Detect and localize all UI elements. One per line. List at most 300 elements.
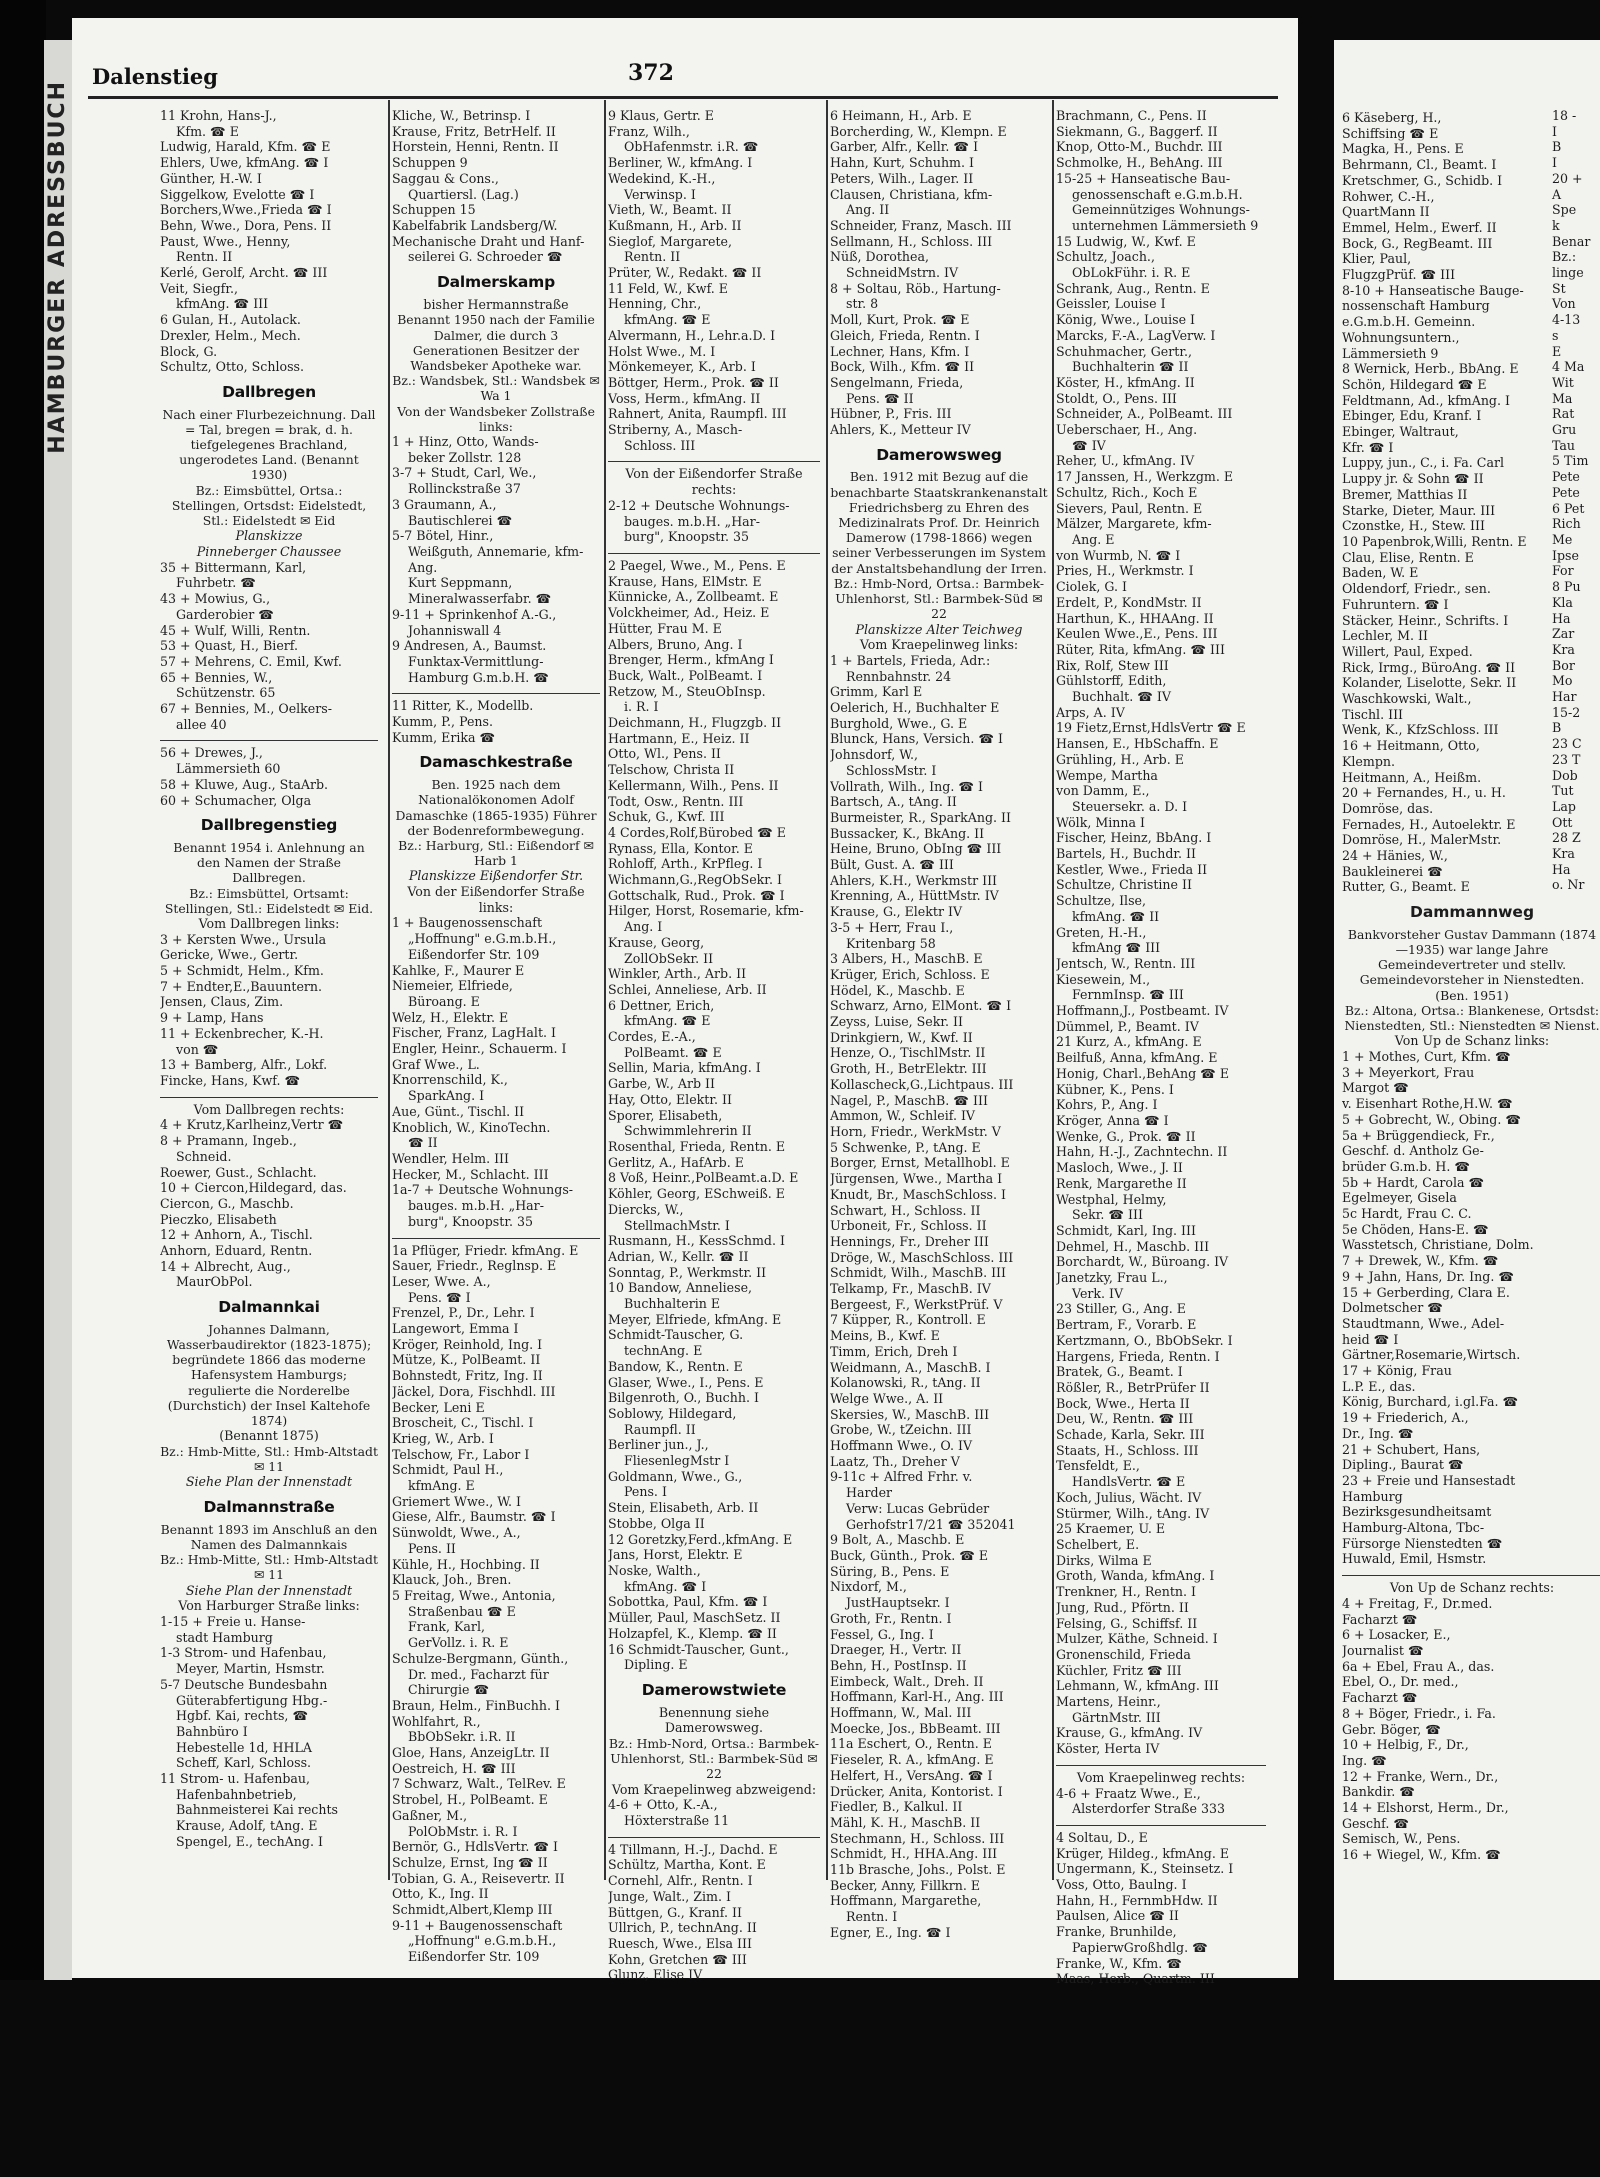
resident-entry: Jürgensen, Wwe., Martha I bbox=[830, 1171, 1003, 1187]
resident-entry: 13 + Bamberg, Alfr., Lokf. bbox=[160, 1057, 328, 1073]
street-heading: Dammannweg bbox=[1409, 903, 1535, 922]
resident-entry: 15 + Gerberding, Clara E. bbox=[1342, 1284, 1510, 1300]
direction-note: Vom Kraepelinweg rechts: bbox=[1076, 1769, 1246, 1785]
resident-entry: Bratek, G., Beamt. I bbox=[1056, 1364, 1183, 1380]
resident-entry: 23 Stiller, G., Ang. E bbox=[1056, 1301, 1186, 1317]
resident-entry: Raumpfl. II bbox=[624, 1421, 696, 1437]
resident-entry: Harder bbox=[846, 1485, 893, 1501]
resident-entry: Steuersekr. a. D. I bbox=[1072, 798, 1188, 814]
resident-entry: 1a Pflüger, Friedr. kfmAng. E bbox=[392, 1242, 579, 1258]
direction-note: bisher Hermannstraße bbox=[423, 296, 569, 312]
resident-entry: Schuhmacher, Gertr., bbox=[1056, 343, 1192, 359]
resident-entry: Verwinsp. I bbox=[624, 186, 696, 202]
resident-entry: I bbox=[1552, 155, 1557, 171]
resident-entry: Franke, W., Kfm. ☎ bbox=[1056, 1955, 1182, 1971]
resident-entry: Krenning, A., HüttMstr. IV bbox=[830, 888, 999, 904]
direction-note: Von Up de Schanz links: bbox=[1394, 1033, 1550, 1049]
resident-entry: Beilfuß, Anna, kfmAng. E bbox=[1056, 1050, 1218, 1066]
resident-entry: Tut bbox=[1552, 783, 1574, 799]
resident-entry: 17 + König, Frau bbox=[1342, 1363, 1452, 1379]
resident-entry: Bernör, G., HdlsVertr. ☎ I bbox=[392, 1839, 558, 1855]
resident-entry: Ebel, O., Dr. med., bbox=[1342, 1674, 1459, 1690]
resident-entry: Telschow, Fr., Labor I bbox=[392, 1446, 530, 1462]
resident-entry: Hay, Otto, Elektr. II bbox=[608, 1091, 732, 1107]
resident-entry: Westphal, Helmy, bbox=[1056, 1191, 1167, 1207]
street-heading: Dalmannkai bbox=[218, 1298, 320, 1317]
resident-entry: 4-13 bbox=[1552, 312, 1581, 328]
resident-entry: Fernades, H., Autoelektr. E bbox=[1342, 816, 1516, 832]
resident-entry: Kla bbox=[1552, 594, 1573, 610]
resident-entry: Johnsdorf, W., bbox=[830, 747, 918, 763]
resident-entry: Stäcker, Heinr., Schrifts. I bbox=[1342, 612, 1509, 628]
resident-entry: Pete bbox=[1552, 469, 1580, 485]
resident-entry: Büttgen, G., Kranf. II bbox=[608, 1904, 742, 1920]
resident-entry: Rohloff, Arth., KrPfleg. I bbox=[608, 856, 763, 872]
column-5 bbox=[1056, 108, 1266, 1987]
resident-entry: Pens. I bbox=[624, 1484, 667, 1500]
street-heading: Damerowsweg bbox=[876, 445, 1002, 464]
resident-entry: Schuppen 15 bbox=[392, 202, 476, 218]
resident-entry: Clau, Elise, Rentn. E bbox=[1342, 549, 1474, 565]
resident-entry: Zar bbox=[1552, 626, 1575, 642]
resident-entry: Schultz, Joach., bbox=[1056, 249, 1155, 265]
direction-note: (Benannt 1875) bbox=[219, 1428, 319, 1444]
resident-entry: GärtnMstr. III bbox=[1072, 1709, 1161, 1725]
resident-entry: 23 T bbox=[1552, 751, 1581, 767]
resident-entry: Sellin, Maria, kfmAng. I bbox=[608, 1060, 761, 1076]
resident-entry: Fischer, Franz, LagHalt. I bbox=[392, 1025, 557, 1041]
resident-entry: 8 + Böger, Friedr., i. Fa. bbox=[1342, 1705, 1496, 1721]
resident-entry: Mähl, K. H., MaschB. II bbox=[830, 1814, 981, 1830]
resident-entry: Holst Wwe., M. I bbox=[608, 343, 716, 359]
resident-entry: Arps, A. IV bbox=[1056, 704, 1125, 720]
resident-entry: Strobel, H., PolBeamt. E bbox=[392, 1792, 548, 1808]
resident-entry: Skersies, W., MaschB. III bbox=[830, 1406, 990, 1422]
resident-entry: o. Nr bbox=[1552, 877, 1585, 893]
resident-entry: Margot ☎ bbox=[1342, 1080, 1409, 1096]
resident-entry: Bock, Wilh., Kfm. ☎ II bbox=[830, 359, 975, 375]
resident-entry: Von bbox=[1552, 296, 1576, 312]
resident-entry: Schmidt, Wilh., MaschB. III bbox=[830, 1265, 1007, 1281]
resident-entry: Cornehl, Alfr., Rentn. I bbox=[608, 1873, 753, 1889]
resident-entry: Schuk, G., Kwf. III bbox=[608, 809, 725, 825]
resident-entry: Magka, H., Pens. E bbox=[1342, 141, 1464, 157]
resident-entry: Nixdorf, M., bbox=[830, 1579, 907, 1595]
resident-entry: Tau bbox=[1552, 437, 1576, 453]
resident-entry: Schön, Hildegard ☎ E bbox=[1342, 376, 1487, 392]
resident-entry: Cordes, E.-A., bbox=[608, 1029, 696, 1045]
street-description: Benannt 1954 i. Anlehnung an den Namen der Straße Dallbregen. bbox=[173, 839, 365, 886]
resident-entry: Ueberschaer, H., Ang. bbox=[1056, 422, 1198, 438]
resident-entry: Schmolke, H., BehAng. III bbox=[1056, 155, 1223, 171]
resident-entry: Veit, Siegfr., bbox=[160, 280, 238, 296]
resident-entry: 11a Eschert, O., Rentn. E bbox=[830, 1736, 992, 1752]
resident-entry: bauges. m.b.H. „Har- bbox=[624, 513, 760, 529]
resident-entry: Schneider, A., PolBeamt. III bbox=[1056, 406, 1233, 422]
resident-entry: Glunz, Elise IV bbox=[608, 1967, 703, 1983]
resident-entry: Hennings, Fr., Dreher III bbox=[830, 1233, 989, 1249]
resident-entry: Kiesewein, M., bbox=[1056, 971, 1151, 987]
resident-entry: Holzapfel, K., Klemp. ☎ II bbox=[608, 1625, 777, 1641]
resident-entry: Hoffmann, Margarethe, bbox=[830, 1893, 982, 1909]
resident-entry: König, Wwe., Louise I bbox=[1056, 312, 1196, 328]
resident-entry: Tensfeldt, E., bbox=[1056, 1458, 1140, 1474]
resident-entry: PolBeamt. ☎ E bbox=[624, 1044, 722, 1060]
resident-entry: Kohn, Gretchen ☎ III bbox=[608, 1951, 747, 1967]
resident-entry: Wohnungsuntern., bbox=[1342, 329, 1460, 345]
resident-entry: Rohwer, C.-H., bbox=[1342, 188, 1435, 204]
resident-entry: Schlei, Anneliese, Arb. II bbox=[608, 981, 767, 997]
resident-entry: Knudt, Br., MaschSchloss. I bbox=[830, 1186, 1006, 1202]
resident-entry: Kertzmann, O., BbObSekr. I bbox=[1056, 1332, 1233, 1348]
resident-entry: Kollascheck,G.,Lichtpaus. III bbox=[830, 1076, 1014, 1092]
resident-entry: 5 + Gobrecht, W., Obing. ☎ bbox=[1342, 1111, 1522, 1127]
resident-entry: Kabelfabrik Landsberg/W. bbox=[392, 217, 558, 233]
resident-entry: „Hoffnung" e.G.m.b.H., bbox=[408, 931, 557, 947]
resident-entry: Künnicke, A., Zollbeamt. E bbox=[608, 589, 779, 605]
resident-entry: Bussacker, K., BkAng. II bbox=[830, 825, 985, 841]
resident-entry: Gronenschild, Frieda bbox=[1056, 1646, 1191, 1662]
resident-entry: Brenger, Herm., kfmAng I bbox=[608, 652, 774, 668]
resident-entry: L.P. E., das. bbox=[1342, 1378, 1416, 1394]
resident-entry: 20 + Fernandes, H., u. H. bbox=[1342, 785, 1506, 801]
resident-entry: Gerhofstr17/21 ☎ 352041 bbox=[846, 1516, 1016, 1532]
resident-entry: Siekmann, G., Baggerf. II bbox=[1056, 123, 1218, 139]
resident-entry: Dehmel, H., Maschb. III bbox=[1056, 1238, 1210, 1254]
resident-entry: Gleich, Frieda, Rentn. I bbox=[830, 327, 980, 343]
resident-entry: Buchhalterin E bbox=[624, 1296, 721, 1312]
resident-entry: Fincke, Hans, Kwf. ☎ bbox=[160, 1072, 301, 1088]
resident-entry: linge bbox=[1552, 265, 1584, 281]
page-number: 372 bbox=[628, 60, 674, 86]
resident-entry: 35 + Bittermann, Karl, bbox=[160, 559, 307, 575]
resident-entry: Niemeier, Elfriede, bbox=[392, 978, 513, 994]
resident-entry: Lehmann, W., kfmAng. III bbox=[1056, 1678, 1219, 1694]
resident-entry: Johanniswall 4 bbox=[408, 622, 502, 638]
resident-entry: Küchler, Fritz ☎ III bbox=[1056, 1662, 1182, 1678]
resident-entry: Rick, Irmg., BüroAng. ☎ II bbox=[1342, 659, 1516, 675]
resident-entry: s bbox=[1552, 327, 1559, 343]
resident-entry: Mo bbox=[1552, 673, 1573, 689]
resident-entry: Aue, Günt., Tischl. II bbox=[392, 1103, 525, 1119]
resident-entry: 7 + Drewek, W., Kfm. ☎ bbox=[1342, 1253, 1499, 1269]
resident-entry: 5a + Brüggendieck, Fr., bbox=[1342, 1127, 1495, 1143]
resident-entry: Wendler, Helm. III bbox=[392, 1151, 510, 1166]
resident-entry: Rentn. II bbox=[176, 249, 233, 265]
resident-entry: Gottschalk, Rud., Prok. ☎ I bbox=[608, 887, 785, 903]
resident-entry: 7 Küpper, R., Kontroll. E bbox=[830, 1312, 986, 1328]
resident-entry: 16 + Heitmann, Otto, bbox=[1342, 738, 1480, 754]
resident-entry: St bbox=[1552, 280, 1566, 296]
resident-entry: Kfm. ☎ E bbox=[176, 123, 239, 139]
resident-entry: Maas, Herb., Quartm. III bbox=[1056, 1971, 1215, 1987]
resident-entry: Schade, Karla, Sekr. III bbox=[1056, 1427, 1205, 1443]
resident-entry: 3-5 + Herr, Frau I., bbox=[830, 919, 954, 935]
resident-entry: Ang. I bbox=[624, 919, 663, 935]
resident-entry: 3 + Kersten Wwe., Ursula bbox=[160, 931, 327, 947]
resident-entry: Ing. ☎ bbox=[1342, 1752, 1387, 1768]
resident-entry: ☎ IV bbox=[1072, 437, 1106, 453]
resident-entry: 8 + Soltau, Röb., Hartung- bbox=[830, 280, 1001, 296]
resident-entry: Kra bbox=[1552, 641, 1575, 657]
resident-entry: Lechler, M. II bbox=[1342, 628, 1428, 644]
resident-entry: 56 + Drewes, J., bbox=[160, 745, 263, 761]
resident-entry: 23 + Freie und Hansestadt bbox=[1342, 1472, 1516, 1488]
resident-entry: Hoffmann, Karl-H., Ang. III bbox=[830, 1689, 1004, 1705]
column-2 bbox=[392, 108, 600, 1965]
resident-entry: Gärtner,Rosemarie,Wirtsch. bbox=[1342, 1347, 1521, 1363]
resident-entry: Lechner, Hans, Kfm. I bbox=[830, 343, 970, 359]
column-4 bbox=[830, 108, 1048, 1941]
resident-entry: Frank, Karl, bbox=[408, 1619, 485, 1635]
resident-entry: Oelerich, H., Buchhalter E bbox=[830, 700, 1000, 716]
resident-entry: Bock, Wwe., Herta II bbox=[1056, 1395, 1190, 1411]
resident-entry: 20 + bbox=[1552, 170, 1583, 186]
resident-entry: Retzow, M., SteuObInsp. bbox=[608, 683, 766, 699]
resident-entry: 53 + Quast, H., Bierf. bbox=[160, 638, 299, 654]
resident-entry: Dr. med., Facharzt für bbox=[408, 1666, 549, 1682]
resident-entry: Moll, Kurt, Prok. ☎ E bbox=[830, 312, 970, 328]
resident-entry: Hamburg G.m.b.H. ☎ bbox=[408, 669, 549, 685]
resident-entry: 6 Pet bbox=[1552, 500, 1585, 516]
resident-entry: Lämmersieth 60 bbox=[176, 761, 281, 777]
resident-entry: 1-15 + Freie u. Hanse- bbox=[160, 1613, 306, 1629]
resident-entry: Gühlstorff, Edith, bbox=[1056, 673, 1167, 689]
resident-entry: Soblowy, Hildegard, bbox=[608, 1405, 737, 1421]
resident-entry: Starke, Dieter, Maur. III bbox=[1342, 502, 1496, 518]
resident-entry: Fiedler, B., Kalkul. II bbox=[830, 1799, 963, 1815]
resident-entry: Stobbe, Olga II bbox=[608, 1515, 705, 1531]
street-description: Bankvorsteher Gustav Dammann (1874—1935) war lange Jahre Gemeindevertreter und stellv. Gemeindevorsteher in Nienstedten. (Ben. 1951) bbox=[1347, 926, 1597, 1003]
resident-entry: 9-11 + Baugenossenschaft bbox=[392, 1917, 563, 1933]
resident-entry: Sellmann, H., Schloss. III bbox=[830, 233, 993, 249]
resident-entry: Reher, U., kfmAng. IV bbox=[1056, 453, 1195, 469]
resident-entry: 6 Gulan, H., Autolack. bbox=[160, 312, 301, 328]
resident-entry: Ammon, W., Schleif. IV bbox=[830, 1108, 976, 1124]
resident-entry: Höxterstraße 11 bbox=[624, 1813, 730, 1829]
street-description: Bz.: Harburg, Stl.: Eißendorf ✉ Harb 1 bbox=[398, 837, 594, 869]
book-spine bbox=[0, 0, 46, 2177]
resident-entry: Bertram, F., Vorarb. E bbox=[1056, 1317, 1197, 1333]
street-heading: Dallbregen bbox=[222, 382, 316, 401]
resident-entry: Mulzer, Käthe, Schneid. I bbox=[1056, 1631, 1218, 1647]
resident-entry: Gerlitz, A., HafArb. E bbox=[608, 1154, 744, 1170]
direction-note: Vom Dallbregen rechts: bbox=[193, 1101, 345, 1117]
resident-entry: Draeger, H., Vertr. II bbox=[830, 1642, 962, 1658]
resident-entry: Bandow, K., Rentn. E bbox=[608, 1358, 743, 1374]
resident-entry: Nüß, Dorothea, bbox=[830, 249, 929, 265]
resident-entry: PolObMstr. i. R. I bbox=[408, 1823, 518, 1839]
resident-entry: Köhler, Georg, ESchweiß. E bbox=[608, 1186, 785, 1202]
resident-entry: Welge Wwe., A. II bbox=[830, 1390, 944, 1406]
resident-entry: Hilger, Horst, Rosemarie, kfm- bbox=[608, 903, 804, 919]
resident-entry: 5-7 Deutsche Bundesbahn bbox=[160, 1676, 328, 1692]
resident-entry: 8 + Pramann, Ingeb., bbox=[160, 1133, 297, 1149]
resident-entry: Heitmann, A., Heißm. bbox=[1342, 769, 1482, 785]
resident-entry: I bbox=[1552, 123, 1557, 139]
resident-entry: 12 + Anhorn, A., Tischl. bbox=[160, 1227, 313, 1243]
separator-rule bbox=[608, 553, 820, 554]
resident-entry: 9-11c + Alfred Frhr. v. bbox=[830, 1469, 973, 1485]
resident-entry: kfmAng ☎ III bbox=[1072, 940, 1161, 956]
resident-entry: Hahn, H., FernmbHdw. II bbox=[1056, 1892, 1218, 1908]
resident-entry: Fürsorge Nienstedten ☎ bbox=[1342, 1535, 1503, 1551]
resident-entry: 28 Z bbox=[1552, 830, 1581, 846]
resident-entry: 10 Papenbrok,Willi, Rentn. E bbox=[1342, 533, 1527, 549]
resident-entry: e.G.m.b.H. Gemeinn. bbox=[1342, 314, 1476, 330]
resident-entry: Schiffsing ☎ E bbox=[1342, 125, 1439, 141]
resident-entry: Büroang. E bbox=[408, 993, 480, 1009]
resident-entry: SparkAng. I bbox=[408, 1088, 485, 1104]
resident-entry: For bbox=[1552, 563, 1574, 579]
resident-entry: Ruesch, Wwe., Elsa III bbox=[608, 1935, 752, 1951]
resident-entry: Fuhruntern. ☎ I bbox=[1342, 596, 1449, 612]
resident-entry: Telschow, Christa II bbox=[608, 762, 735, 778]
resident-entry: Ebinger, Waltraut, bbox=[1342, 424, 1459, 440]
resident-entry: Buchhalt. ☎ IV bbox=[1072, 689, 1172, 705]
resident-entry: Jung, Rud., Pförtn. II bbox=[1056, 1599, 1189, 1615]
resident-entry: Geissler, Louise I bbox=[1056, 296, 1166, 312]
resident-entry: Pries, H., Werkmstr. I bbox=[1056, 563, 1194, 579]
resident-entry: Urboneit, Fr., Schloss. II bbox=[830, 1218, 987, 1234]
resident-entry: Mechanische Draht und Hanf- bbox=[392, 233, 585, 249]
resident-entry: Dr., Ing. ☎ bbox=[1342, 1425, 1414, 1441]
resident-entry: Hamburg bbox=[1342, 1488, 1403, 1504]
resident-entry: Gloe, Hans, AnzeigLtr. II bbox=[392, 1745, 550, 1761]
resident-entry: Stein, Elisabeth, Arb. II bbox=[608, 1500, 759, 1516]
resident-entry: ObLokFühr. i. R. E bbox=[1072, 265, 1191, 281]
resident-entry: Krause, Adolf, tAng. E bbox=[176, 1818, 318, 1834]
resident-entry: Oldendorf, Friedr., sen. bbox=[1342, 581, 1491, 597]
street-description: Ben. 1925 nach dem Nationalökonomen Adolf Damaschke (1865-1935) Führer der Bodenreformbewegung. bbox=[395, 777, 597, 838]
resident-entry: 6 Dettner, Erich, bbox=[608, 997, 715, 1013]
resident-entry: Gebr. Böger, ☎ bbox=[1342, 1721, 1441, 1737]
street-heading: Dalmannstraße bbox=[203, 1498, 335, 1517]
resident-entry: Blunck, Hans, Versich. ☎ I bbox=[830, 731, 1004, 747]
resident-entry: Staudtmann, Wwe., Adel- bbox=[1342, 1315, 1505, 1331]
resident-entry: Henze, O., TischlMstr. II bbox=[830, 1045, 986, 1061]
resident-entry: Domröse, das. bbox=[1342, 800, 1434, 816]
resident-entry: Deu, W., Rentn. ☎ III bbox=[1056, 1411, 1194, 1427]
resident-entry: 57 + Mehrens, C. Emil, Kwf. bbox=[160, 653, 342, 669]
resident-entry: Pens. ☎ II bbox=[846, 390, 914, 406]
resident-entry: Wölk, Minna I bbox=[1056, 814, 1145, 830]
resident-entry: Bahnmeisterei Kai rechts bbox=[176, 1802, 338, 1818]
resident-entry: Behrmann, Cl., Beamt. I bbox=[1342, 157, 1497, 173]
resident-entry: 14 + Elshorst, Herm., Dr., bbox=[1342, 1800, 1509, 1816]
resident-entry: 4-6 + Otto, K.-A., bbox=[608, 1797, 718, 1813]
resident-entry: Sobottka, Paul, Kfm. ☎ I bbox=[608, 1594, 768, 1610]
resident-entry: Paulsen, Alice ☎ II bbox=[1056, 1908, 1179, 1924]
street-description: Benannt 1893 im Anschluß an den Namen des Dalmannkais bbox=[160, 1521, 378, 1552]
resident-entry: Laatz, Th., Dreher V bbox=[830, 1453, 960, 1469]
resident-entry: Vieth, W., Beamt. II bbox=[608, 202, 732, 218]
resident-entry: Rutter, G., Beamt. E bbox=[1342, 879, 1470, 895]
resident-entry: Nagel, P., MaschB. ☎ III bbox=[830, 1092, 988, 1108]
resident-entry: ☎ II bbox=[408, 1135, 438, 1151]
resident-entry: Grobe, W., tZeichn. III bbox=[830, 1422, 972, 1438]
running-header: Dalenstieg bbox=[92, 64, 218, 89]
resident-entry: Güterabfertigung Hbg.- bbox=[176, 1692, 328, 1708]
resident-entry: Bilgenroth, O., Buchh. I bbox=[608, 1390, 759, 1406]
column-rule bbox=[604, 100, 606, 1880]
resident-entry: Baukleinerei ☎ bbox=[1342, 863, 1443, 879]
street-description: Bz.: Eimsbüttel, Ortsa.: Stellingen, Ortsdst: Eidelstedt, Stl.: Eidelstedt ✉ Eid bbox=[171, 482, 367, 529]
resident-entry: Benar bbox=[1552, 233, 1591, 249]
resident-entry: 19 + Friederich, A., bbox=[1342, 1410, 1469, 1426]
resident-entry: kfmAng. ☎ II bbox=[1072, 908, 1160, 924]
resident-entry: Trenkner, H., Rentn. I bbox=[1056, 1584, 1197, 1600]
resident-entry: Broscheit, C., Tischl. I bbox=[392, 1415, 534, 1431]
resident-entry: Facharzt ☎ bbox=[1342, 1611, 1418, 1627]
resident-entry: Schulze-Bergmann, Günth., bbox=[392, 1650, 569, 1666]
resident-entry: 9 + Jahn, Hans, Dr. Ing. ☎ bbox=[1342, 1268, 1515, 1284]
resident-entry: 5c Hardt, Frau C. C. bbox=[1342, 1206, 1472, 1222]
resident-entry: Bergeest, F., WerkstPrüf. V bbox=[830, 1296, 1003, 1312]
resident-entry: Ipse bbox=[1552, 547, 1579, 563]
resident-entry: Jäckel, Dora, Fischhdl. III bbox=[392, 1383, 556, 1399]
resident-entry: Ciolek, G. I bbox=[1056, 579, 1127, 595]
resident-entry: Helfert, H., VersAng. ☎ I bbox=[830, 1767, 993, 1783]
resident-entry: 12 + Franke, Wern., Dr., bbox=[1342, 1768, 1499, 1784]
resident-entry: Hoffmann, W., Mal. III bbox=[830, 1705, 972, 1721]
resident-entry: Becker, Leni E bbox=[392, 1399, 485, 1415]
resident-entry: Jans, Horst, Elektr. E bbox=[608, 1547, 743, 1563]
resident-entry: StellmachMstr. I bbox=[624, 1217, 730, 1233]
resident-entry: 1 + Baugenossenschaft bbox=[392, 915, 542, 931]
resident-entry: Ahlers, K.H., Werkmstr III bbox=[830, 872, 998, 888]
resident-entry: Koch, Julius, Wächt. IV bbox=[1056, 1489, 1202, 1505]
resident-entry: Ungermann, K., Steinsetz. I bbox=[1056, 1861, 1234, 1877]
resident-entry: Meyer, Elfriede, kfmAng. E bbox=[608, 1311, 782, 1327]
resident-entry: 10 + Ciercon,Hildegard, das. bbox=[160, 1180, 347, 1196]
resident-entry: Krause, G., kfmAng. IV bbox=[1056, 1725, 1203, 1741]
resident-entry: 6 Heimann, H., Arb. E bbox=[830, 108, 972, 123]
resident-entry: 9-11 + Sprinkenhof A.-G., bbox=[392, 606, 557, 622]
resident-entry: Huwald, Emil, Hsmstr. bbox=[1342, 1551, 1487, 1567]
resident-entry: Becker, Anny, Fillkrn. E bbox=[830, 1877, 981, 1893]
resident-entry: Gru bbox=[1552, 422, 1577, 438]
plan-note: Pinneberger Chaussee bbox=[196, 543, 342, 559]
resident-entry: Grimm, Karl E bbox=[830, 684, 923, 700]
resident-entry: Schwimmlehrerin II bbox=[624, 1123, 752, 1139]
resident-entry: Kurt Seppmann, bbox=[408, 575, 513, 591]
resident-entry: Rößler, R., BetrPrüfer II bbox=[1056, 1379, 1210, 1395]
direction-note: Vom Kraepelinweg abzweigend: bbox=[611, 1781, 817, 1797]
resident-entry: Anhorn, Eduard, Rentn. bbox=[160, 1243, 313, 1259]
resident-entry: 9 Andresen, A., Baumst. bbox=[392, 638, 547, 654]
resident-entry: Krause, Fritz, BetrHelf. II bbox=[392, 123, 556, 139]
resident-entry: Scheff, Karl, Schloss. bbox=[176, 1755, 312, 1771]
resident-entry: König, Burchard, i.gl.Fa. ☎ bbox=[1342, 1394, 1519, 1410]
resident-entry: 4 + Freitag, F., Dr.med. bbox=[1342, 1595, 1493, 1611]
resident-entry: 6a + Ebel, Frau A., das. bbox=[1342, 1658, 1495, 1674]
separator-rule bbox=[392, 1238, 600, 1239]
resident-entry: Behn, Wwe., Dora, Pens. II bbox=[160, 217, 332, 233]
resident-entry: Fieseler, R. A., kfmAng. E bbox=[830, 1752, 994, 1768]
resident-entry: Ang. E bbox=[1072, 531, 1115, 547]
resident-entry: Czonstke, H., Stew. III bbox=[1342, 518, 1485, 534]
resident-entry: Dipling. E bbox=[624, 1657, 688, 1673]
resident-entry: Schmidt, H., HHA.Ang. III bbox=[830, 1846, 998, 1862]
resident-entry: Horn, Friedr., WerkMstr. V bbox=[830, 1124, 1001, 1139]
resident-entry: Schneid. bbox=[176, 1148, 232, 1164]
street-description: Benannt 1950 nach der Familie Dalmer, die durch 3 Generationen Besitzer der Wandsbeker Apotheke war. bbox=[397, 312, 595, 374]
resident-entry: Baden, W. E bbox=[1342, 565, 1419, 581]
resident-entry: Winkler, Arth., Arb. II bbox=[608, 966, 747, 982]
resident-entry: Honig, Charl.,BehAng ☎ E bbox=[1056, 1065, 1230, 1081]
resident-entry: Wichmann,G.,RegObSekr. I bbox=[608, 872, 782, 888]
